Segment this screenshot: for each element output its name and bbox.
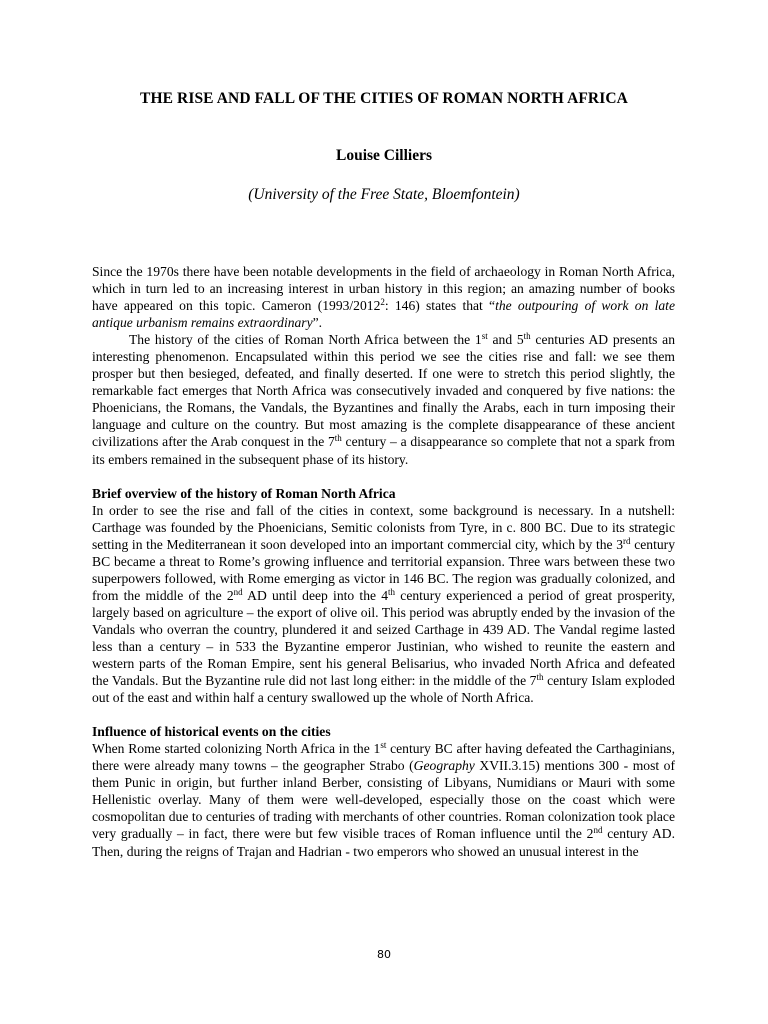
quoted-text: the outpouring of work on late antique urbanism remains extraordinary (92, 298, 675, 331)
influence-paragraph: When Rome started colonizing North Africa in the 1st century BC after having defeated the Carthaginians, there were already many towns – the geographer Strabo (Geography XVII.3.15) mentions 300 - most of them Punic in origin, but further inland Berber, consisting of Libyans, Numidians or Mauri with some Hellenistic overlay. Many of them were well-developed, especially those on the coast which were cosmopolitan due to centuries of trading with merchants of other countries. Roman colonization took place very gradually – in fact, there were but few visible traces of Roman influence until the 2nd century AD. Then, during the reigns of Trajan and Hadrian - two emperors who showed an unusual interest in the (92, 740, 676, 859)
author-affiliation: (University of the Free State, Bloemfontein) (248, 186, 520, 203)
author-name: Louise Cilliers (335, 147, 432, 164)
section-heading-overview: Brief overview of the history of Roman North Africa (92, 485, 396, 501)
cited-work: Geography (413, 758, 475, 774)
paper-title: THE RISE AND FALL OF THE CITIES OF ROMAN NORTH AFRICA (140, 90, 628, 107)
intro-paragraph-1: Since the 1970s there have been notable developments in the field of archaeology in Roman North Africa, which in turn led to an increasing interest in urban history in this region; an amazing number of books have appeared on this topic. Cameron (1993/2012$^2$: 146) states that “the outpouring of work on late antique urbanism remains extraordinary”. (92, 264, 675, 331)
page-number: 80 (377, 948, 391, 961)
intro-paragraph-2: The history of the cities of Roman North Africa between the 1st and 5th centuries AD presents an interesting phenomenon. Encapsulated within this period we see the cities rise and fall: we see them prosper but then besieged, defeated, and finally deserted. If one were to stretch this period slightly, the remarkable fact emerges that North Africa was consecutively invaded and conquered by five nations: the Phoenicians, the Romans, the Vandals, the Byzantines and finally the Arabs, each in turn imposing their language and culture on the country. But most amazing is the complete disappearance of these ancient civilizations after the Arab conquest in the 7th century – a disappearance so complete that not a spark from its embers remained in the subsequent phase of its history. (92, 331, 675, 467)
overview-paragraph: In order to see the rise and fall of the cities in context, some background is necessary. In a nutshell: Carthage was founded by the Phoenicians, Semitic colonists from Tyre, in c. 800 BC. Due to its strategic setting in the Mediterranean it soon developed into an important commercial city, which by the 3rd century BC became a threat to Rome’s growing influence and territorial expansion. Three wars between these two superpowers followed, with Rome emerging as victor in 146 BC. The region was gradually colonized, and from the middle of the 2nd AD until deep into the 4th century experienced a period of great prosperity, largely based on agriculture – the export of olive oil. This period was abruptly ended by the invasion of the Vandals who overran the country, plundered it and seized Carthage in 439 AD. The Vandal regime lasted less than a century – in 533 the Byzantine emperor Justinian, who wished to reunite the eastern and western parts of the Roman Empire, sent his general Belisarius, who invaded North Africa and defeated the Vandals. But the Byzantine rule did not last long either: in the middle of the 7th century Islam exploded out of the east and within half a century swallowed up the whole of North Africa. (92, 502, 675, 706)
body-text (92, 263, 675, 860)
section-heading-influence: Influence of historical events on the cities (92, 724, 331, 740)
